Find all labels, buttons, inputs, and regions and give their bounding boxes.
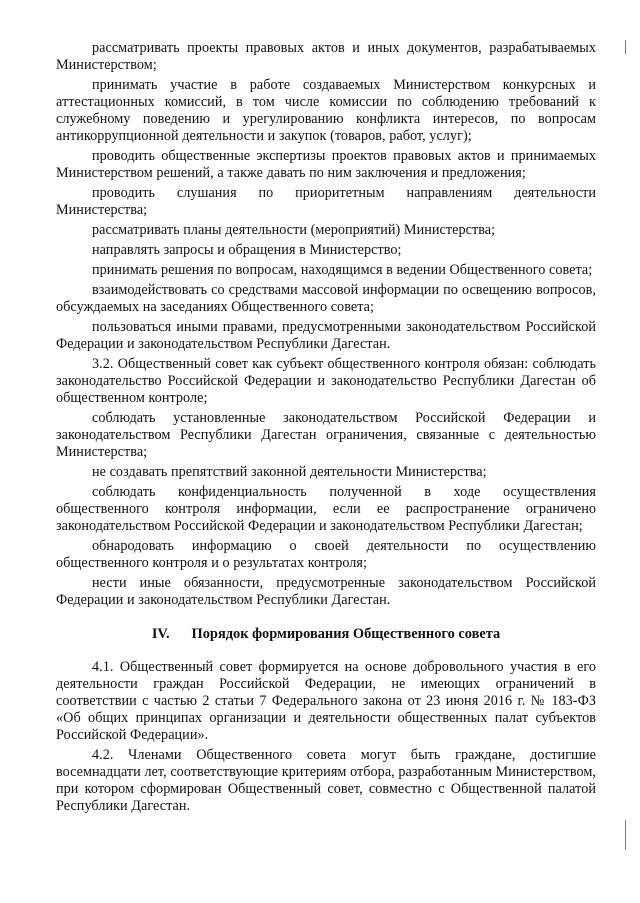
paragraph-expertise: проводить общественные экспертизы проектов правовых актов и принимаемых Министерством решений, а также давать по ним заключения и предложения; — [56, 148, 596, 181]
paragraph-4-2: 4.2. Членами Общественного совета могут быть граждане, достигшие восемнадцати лет, соответствующие критериям отбора, разработанным Министерством, при котором сформирован Общественный совет, совместно с Общественной палатой Республики Дагестан. — [56, 747, 596, 814]
paragraph-other-duties: нести иные обязанности, предусмотренные законодательством Российской Федерации и законодательством Республики Дагестан. — [56, 575, 596, 608]
scan-artifact-mark — [625, 40, 626, 54]
paragraph-no-obstacles: не создавать препятствий законной деятельности Министерства; — [92, 464, 487, 480]
paragraph-requests: направлять запросы и обращения в Министерство; — [92, 242, 402, 258]
paragraph-3-2-obligations: 3.2. Общественный совет как субъект общественного контроля обязан: соблюдать законодательство Российской Федерации и законодательство Республики Дагестан об общественном контроле; — [56, 356, 596, 406]
paragraph-review-drafts: рассматривать проекты правовых актов и иных документов, разрабатываемых Министерством; — [56, 40, 596, 73]
paragraph-commissions: принимать участие в работе создаваемых Министерством конкурсных и аттестационных комиссий, в том числе комиссии по соблюдению требований к служебному поведению и урегулированию конфликта интересов, по вопросам антикоррупционной деятельности и закупок (товаров, работ, услуг); — [56, 77, 596, 144]
section-heading — [56, 625, 596, 643]
scan-artifact-mark — [625, 820, 626, 850]
document-page — [56, 40, 596, 818]
paragraph-media: взаимодействовать со средствами массовой информации по освещению вопросов, обсуждаемых на заседаниях Общественного совета; — [56, 282, 596, 315]
formation-list — [56, 659, 596, 815]
paragraph-4-1: 4.1. Общественный совет формируется на основе добровольного участия в его деятельности граждан Российской Федерации, не имеющих ограничений в соответствии с частью 2 статьи 7 Федерального закона от 23 июня 2016 г. № 183-ФЗ «Об общих принципах организации и деятельности общественных палат субъектов Российской Федерации». — [56, 659, 596, 743]
paragraph-publish-info: обнародовать информацию о своей деятельности по осуществлению общественного контроля и о результатах контроля; — [56, 538, 596, 571]
rights-and-duties-list — [56, 40, 596, 609]
paragraph-confidentiality: соблюдать конфиденциальность полученной в ходе осуществления общественного контроля информации, если ее распространение ограничено законодательством Российской Федерации и законодательством Республики Дагестан; — [56, 484, 596, 534]
paragraph-restrictions: соблюдать установленные законодательством Российской Федерации и законодательством Республики Дагестан ограничения, связанные с деятельностью Министерства; — [56, 410, 596, 460]
section-title: Порядок формирования Общественного совета — [191, 626, 501, 642]
section-number: IV. — [151, 626, 170, 642]
paragraph-other-rights: пользоваться иными правами, предусмотренными законодательством Российской Федерации и законодательством Республики Дагестан. — [56, 319, 596, 352]
paragraph-hearings: проводить слушания по приоритетным направлениям деятельности Министерства; — [56, 185, 596, 218]
paragraph-review-plans: рассматривать планы деятельности (мероприятий) Министерства; — [92, 222, 496, 238]
paragraph-decisions: принимать решения по вопросам, находящимся в ведении Общественного совета; — [92, 262, 593, 278]
